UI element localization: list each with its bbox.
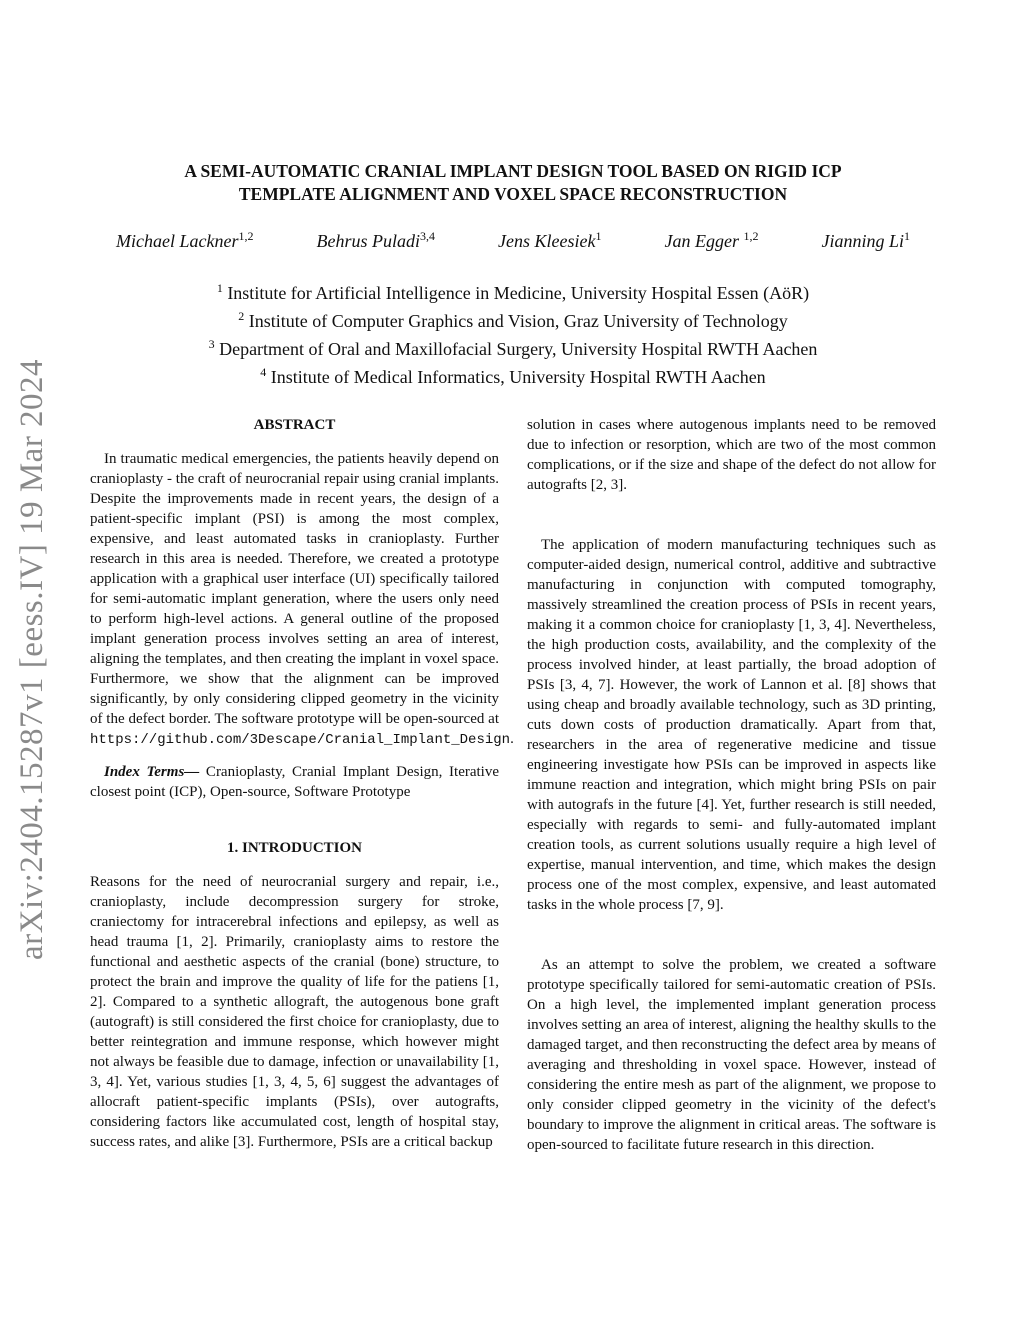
introduction-paragraph-1: Reasons for the need of neurocranial surgery and repair, i.e., cranioplasty, include decompression surgery for stroke, craniectomy for intracerebral infections and epilepsy, as well as head trauma [1, 2]. Primarily, cranioplasty aims to restore the functional and aesthetic aspects of the cranial (bone) structure, to protect the brain and improve the quality of life for the patiens [1, 2]. Compared to a synthetic allograft, the autogenous bone graft (autograft) is still considered the first choice for cranioplasty, due to better reintegration and immune response, which however might not always be feasible due to damage, infection or unavailability [1, 3, 4]. Yet, various studies [1, 3, 4, 5, 6] suggest the advantages of allocraft patient-specific implants (PSIs), over autografts, considering factors like accumulated cost, length of hospital stay, success rates, and alike [3]. Furthermore, PSIs are a critical backup	[90, 874, 499, 1150]
index-terms: Index Terms— Cranioplasty, Cranial Implant Design, Iterative closest point (ICP), Open-source, Software Prototype	[90, 764, 499, 800]
paper-title	[90, 160, 936, 206]
introduction-paragraph-1-continued: solution in cases where autogenous implants need to be removed due to infection or resorption, which are two of the most common complications, or if the size and shape of the defect do not allow for autografts [2, 3].	[527, 417, 936, 493]
affiliation: $^3$ Department of Oral and Maxillofacial Surgery, University Hospital RWTH Aachen	[208, 337, 818, 359]
author: Jan Egger $^{1,2}$	[664, 229, 759, 251]
author-list	[90, 229, 936, 252]
affiliation: $^4$ Institute of Medical Informatics, University Hospital RWTH Aachen	[260, 365, 766, 387]
title-line-2: TEMPLATE ALIGNMENT AND VOXEL SPACE RECONSTRUCTION	[238, 184, 788, 204]
affiliation: $^1$ Institute for Artificial Intelligence in Medicine, University Hospital Essen (AöR)	[216, 281, 810, 303]
abstract-body: In traumatic medical emergencies, the patients heavily depend on cranioplasty - the craft of neurocranial repair using cranial implants. Despite the improvements made in recent years, the design of a patient-specific implant (PSI) is among the most complex, expensive, and least automated tasks in cranioplasty. Further research in this area is needed. Therefore, we created a prototype application with a graphical user interface (UI) specifically tailored for semi-automatic implant generation, where the users only need to perform high-level actions. A general outline of the proposed implant generation process involves setting an area of interest, aligning the templates, and then creating the implant in voxel space. Furthermore, we show that the alignment can be improved significantly, by only considering clipped geometry in the vicinity of the defect border. The software prototype will be open-sourced at https://github.com/3Descape/Cranial_Implant_Design.	[90, 451, 514, 748]
left-column	[90, 415, 514, 1152]
right-column	[527, 415, 936, 1155]
abstract-heading: ABSTRACT	[253, 417, 336, 433]
repository-link[interactable]: https://github.com/3Descape/Cranial_Implant_Design	[90, 732, 511, 748]
author: Jianning Li$^1$	[821, 229, 910, 251]
author: Jens Kleesiek$^1$	[498, 229, 602, 251]
author: Behrus Puladi$^{3,4}$	[316, 229, 435, 251]
affiliation: $^2$ Institute of Computer Graphics and Vision, Graz University of Technology	[238, 309, 788, 331]
title-line-1: A SEMI-AUTOMATIC CRANIAL IMPLANT DESIGN TOOL BASED ON RIGID ICP	[184, 161, 842, 181]
arxiv-identifier-stamp: arXiv:2404.15287v1 [eess.IV] 19 Mar 2024	[14, 358, 50, 960]
affiliation-list	[90, 277, 936, 389]
introduction-paragraph-3: As an attempt to solve the problem, we created a software prototype specifically tailored for semi-automatic creation of PSIs. On a high level, the implemented implant generation process involves setting an area of interest, aligning the healthy skulls to the damaged target, and then reconstructing the defect area by means of averaging and thresholding in voxel space. However, instead of considering the entire mesh as part of the alignment, we propose to only consider clipped geometry in the vicinity of the defect's boundary to improve the alignment in critical areas. The software is open-sourced to facilitate future research in this direction.	[527, 957, 936, 1153]
introduction-heading: 1. INTRODUCTION	[226, 840, 362, 856]
author: Michael Lackner$^{1,2}$	[116, 229, 254, 251]
introduction-paragraph-2: The application of modern manufacturing techniques such as computer-aided design, numerical control, additive and subtractive manufacturing in conjunction with computed tomography, massively streamlined the creation process of PSIs in recent years, making it a common choice for cranioplasty [1, 3, 4]. Nevertheless, the high production costs, availability, and the complexity of the process involved hinder, at least partially, the broad adoption of PSIs [3, 4, 7]. However, the work of Lannon et al. [8] shows that using cheap and broadly available technology, such as 3D printing, cuts down costs of production dramatically. Apart from that, researchers in the area of regenerative medicine and tissue engineering investigate how PSIs can be improved in aspects like immune reaction and integration, which might bring PSIs on pair with autografs in the future [4]. Yet, further research is still needed, especially with regards to semi- and fully-automated implant creation tools, as current solutions usually require a high level of expertise, manual intervention, and time, which makes the design process one of the most complex, expensive, and least automated tasks in the whole process [7, 9].	[527, 537, 936, 913]
